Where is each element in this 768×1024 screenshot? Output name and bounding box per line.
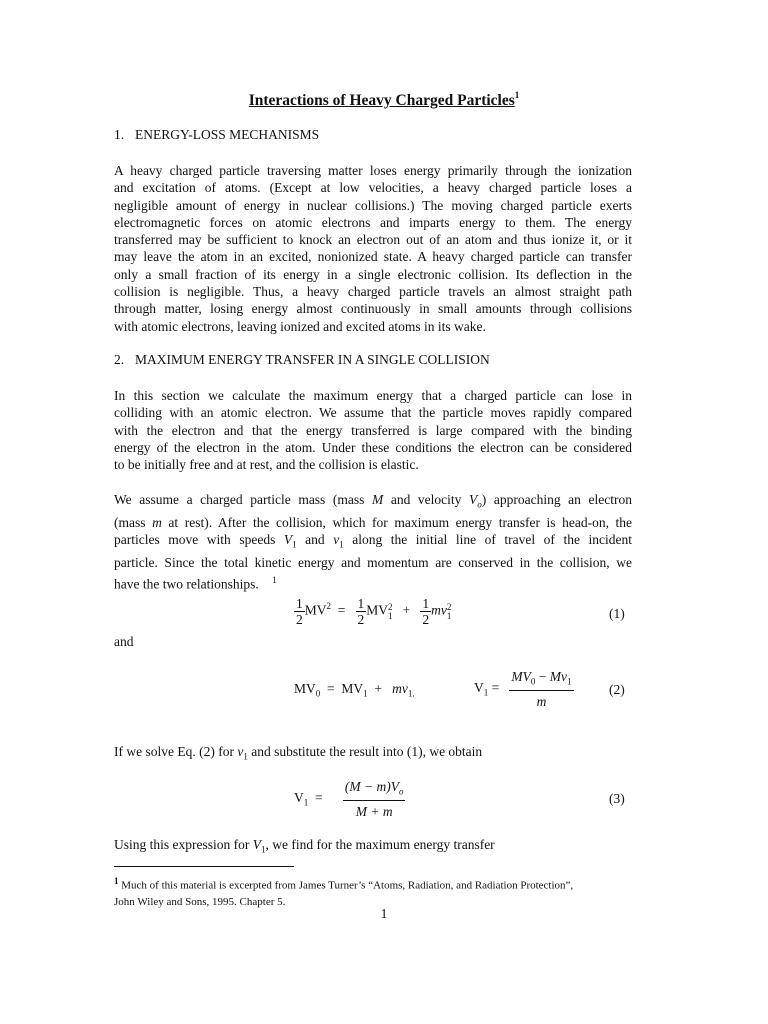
paragraph-line: have the two relationships. $^1$ [114, 574, 277, 592]
title-text: Interactions of Heavy Charged Particles [248, 92, 515, 109]
section-2-title: MAXIMUM ENERGY TRANSFER IN A SINGLE COLLISION [135, 352, 490, 367]
fraction-half: $\frac{1}{2}$ [357, 596, 365, 627]
paragraph-line: to be initially free and at rest, and the collision is elastic. [114, 457, 419, 473]
equation-1-number: (1) [609, 606, 625, 621]
sentence-solve: If we solve Eq. (2) for $v_1$ and substitute the result into (1), we obtain [114, 744, 483, 762]
equation-2-momentum: $MV_0 = MV_1$ + $mv_{1.}$ [294, 681, 415, 699]
paragraph-line: particles move with speeds $V_1$ and $v_1$ along the initial line of travel of the incident [114, 532, 632, 550]
section-1-heading [114, 127, 319, 143]
paragraph-line: negligible amount of energy in nuclear collisions.) The moving charged particle exerts [114, 197, 632, 213]
equation-1: $\frac{1}{2}$ $MV^2$ = $\frac{1}{2}$ MV 2 1 + $\frac{1}{2}$ mv 2 1 [296, 596, 452, 627]
equation-2-number: (2) [609, 682, 625, 697]
footnote-mark: 1 [114, 876, 119, 886]
paragraph-line: with atomic electrons, leaving ionized and excited atoms in its wake. [114, 318, 486, 334]
paragraph-line: with the electron and that the energy transferred is large compared with the binding [114, 422, 632, 438]
paragraph-line: We assume a charged particle mass (mass M and velocity $V_o$) approaching an electron [114, 492, 632, 510]
footnote-divider [114, 866, 294, 867]
section-1-number: 1. [114, 127, 125, 142]
document-title [0, 90, 768, 110]
section-2-number: 2. [114, 352, 125, 367]
equation-3-number: (3) [609, 791, 625, 806]
section-2-heading [114, 352, 490, 368]
paragraph-line: and excitation of atoms. (Except at low velocities, a heavy charged particle loses a [114, 180, 632, 196]
paragraph-line: collision is negligible. Thus, a heavy charged particle travels an almost straight path [114, 284, 632, 300]
paragraph-line: (mass m at rest). After the collision, which for maximum energy transfer is head-on, the [114, 514, 633, 530]
equation-2-fraction: $\frac{MV_0 - Mv_1}{m}$ [511, 669, 572, 709]
paragraph-line: particle. Since the total kinetic energy and momentum are conserved in the collision, we [114, 555, 632, 571]
section-1-title: ENERGY-LOSS MECHANISMS [135, 127, 320, 142]
paragraph-line: energy of the electron in the atom. Under these conditions the electron can be considered [114, 439, 632, 455]
paragraph-line: colliding with an atomic electron. We assume that the particle moves rapidly compared [114, 405, 632, 421]
sentence-using: Using this expression for $V_1$, we find for the maximum energy transfer [114, 837, 495, 855]
paragraph-line: only a small fraction of its energy in a single electronic collision. Its deflection in the [114, 266, 632, 282]
and-text: and [114, 634, 134, 649]
page-number: 1 [380, 906, 388, 921]
footnote-ref: 1 [272, 574, 277, 585]
equation-2-solution: $V_1$ = $\frac{MV_0 - Mv_1}{m}$ [474, 669, 572, 709]
paragraph-line: A heavy charged particle traversing matter loses energy primarily through the ionization [114, 163, 632, 178]
equation-3-fraction: $\frac{(M - m)V_o}{M + m}$ [344, 779, 404, 819]
section-2-paragraph-1 [114, 387, 632, 473]
fraction-half: $\frac{1}{2}$ [422, 596, 430, 627]
fraction-half: $\frac{1}{2}$ [296, 596, 303, 627]
equation-3: $V_1$ = $\frac{(M - m)V_o}{M + m}$ [294, 779, 404, 819]
title-footnote-mark: 1 [514, 90, 520, 100]
paragraph-line: electromagnetic forces on atomic electrons and imparts energy to them. The energy [114, 214, 632, 230]
footnote: $^1$ Much of this material is excerpted from James Turner’s “Atoms, Radiation, and Radiation Protection”, John Wiley and Sons, 1995. Chapter 5. [114, 876, 574, 908]
paragraph-line: transferred may be sufficient to knock an electron out of an atom and thus ionize it, or it [114, 232, 632, 248]
section-2-paragraph-2 [114, 491, 632, 592]
paragraph-line: may leave the atom in an excited, nonionized state. A heavy charged particle can transfer [114, 249, 632, 265]
paragraph-line: through matter, losing energy almost continuously in small amounts through collisions [114, 301, 632, 317]
paragraph-line: In this section we calculate the maximum energy that a charged particle can lose in [114, 388, 632, 403]
section-1-paragraph [114, 162, 632, 335]
